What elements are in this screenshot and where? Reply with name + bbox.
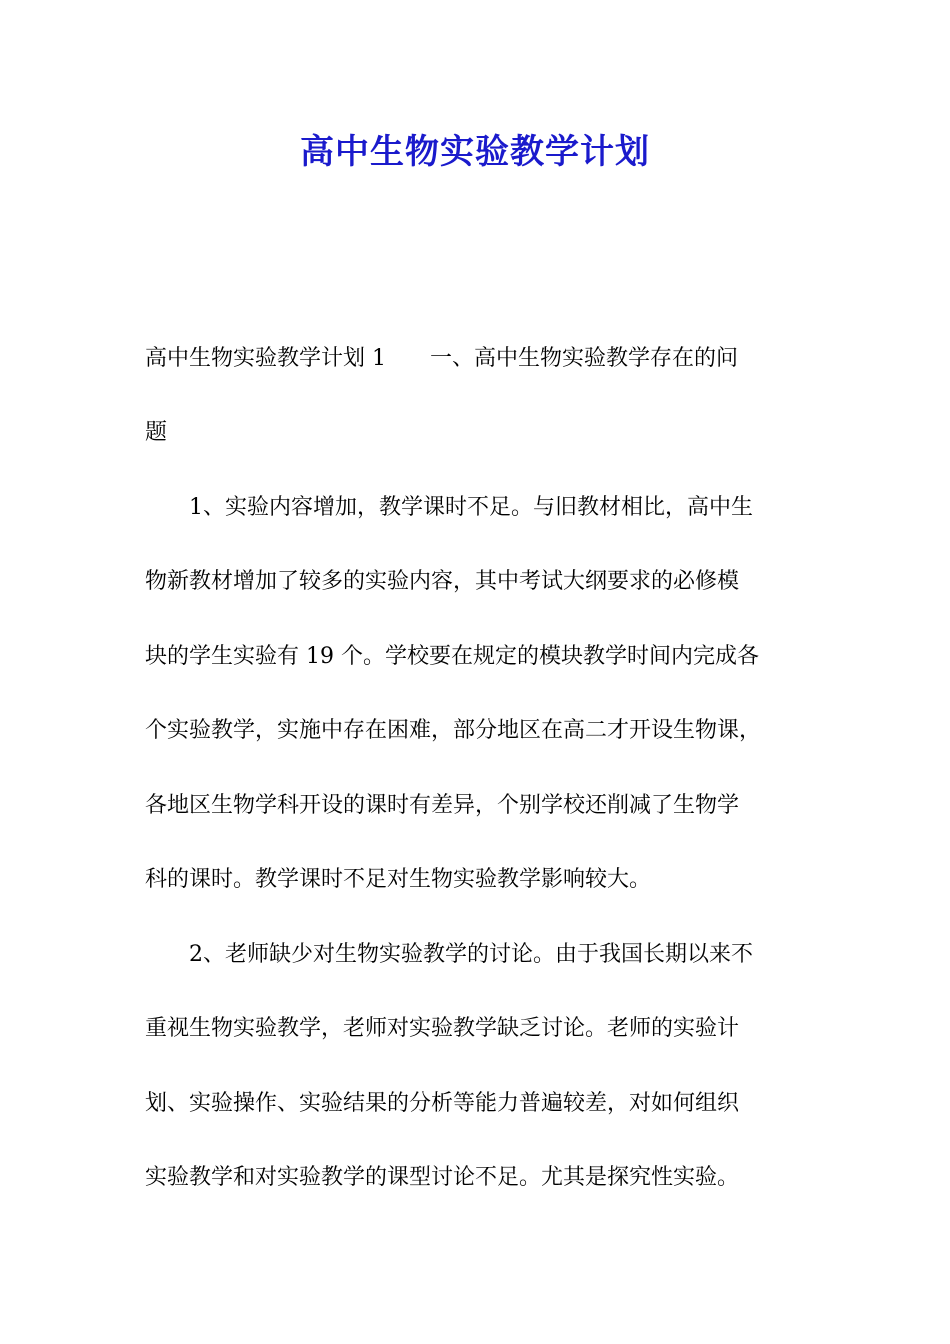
body-line: 科的课时。教学课时不足对生物实验教学影响较大。 bbox=[145, 867, 652, 892]
body-line: 2、老师缺少对生物实验教学的讨论。由于我国长期以来不 bbox=[145, 942, 753, 967]
body-line: 重视生物实验教学，老师对实验教学缺乏讨论。老师的实验计 bbox=[145, 1016, 740, 1041]
body-line: 高中生物实验教学计划 1 一、高中生物实验教学存在的问 bbox=[145, 346, 738, 371]
body-line: 物新教材增加了较多的实验内容，其中考试大纲要求的必修模 bbox=[145, 569, 740, 594]
body-line: 实验教学和对实验教学的课型讨论不足。尤其是探究性实验。 bbox=[145, 1165, 740, 1190]
body-line: 各地区生物学科开设的课时有差异，个别学校还削减了生物学 bbox=[145, 793, 740, 818]
body-line: 划、实验操作、实验结果的分析等能力普遍较差，对如何组织 bbox=[145, 1091, 740, 1116]
body-line: 题 bbox=[145, 420, 168, 445]
body-line: 块的学生实验有 19 个。学校要在规定的模块教学时间内完成各 bbox=[145, 644, 759, 669]
document-title: 高中生物实验教学计划 bbox=[300, 132, 650, 172]
body-line: 个实验教学，实施中存在困难，部分地区在高二才开设生物课， bbox=[145, 718, 762, 743]
body-line: 1、实验内容增加，教学课时不足。与旧教材相比，高中生 bbox=[145, 495, 753, 520]
